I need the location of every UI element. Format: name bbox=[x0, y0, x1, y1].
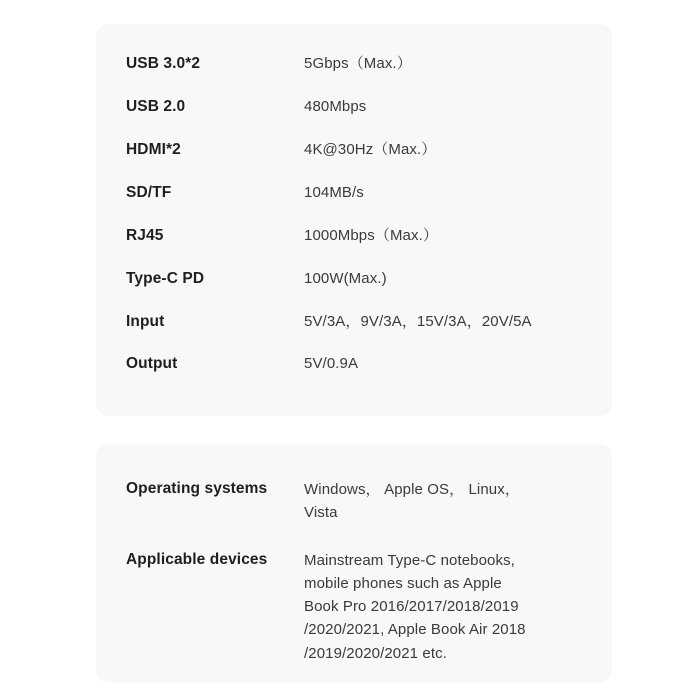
compat-value: Windows， Apple OS， Linux， Vista bbox=[304, 481, 520, 522]
compat-value: Mainstream Type-C notebooks, mobile phones such as Apple Book Pro 2016/2017/2018/2019 /2020/2021, Apple Book Air 2018 /2019/2020/2021 etc. bbox=[304, 551, 526, 662]
spec-row-usb30 bbox=[96, 54, 612, 75]
spec-value: 104MB/s bbox=[304, 183, 364, 201]
spec-label: Output bbox=[126, 355, 178, 373]
spec-row-usb20 bbox=[96, 97, 612, 118]
spec-row-sdtf bbox=[96, 183, 612, 204]
spec-label: SD/TF bbox=[126, 183, 172, 201]
spec-row-input bbox=[96, 312, 612, 333]
spec-value: 100W(Max.) bbox=[304, 269, 387, 287]
spec-label: HDMI*2 bbox=[126, 140, 181, 158]
spec-label: Type-C PD bbox=[126, 269, 205, 287]
spec-label: RJ45 bbox=[126, 226, 164, 244]
spec-label: USB 2.0 bbox=[126, 97, 186, 115]
compat-label: Applicable devices bbox=[126, 550, 268, 568]
spec-value: 5V/0.9A bbox=[304, 355, 359, 373]
spec-value: 1000Mbps（Max.） bbox=[304, 226, 438, 244]
spec-row-rj45 bbox=[96, 226, 612, 247]
spec-value: 480Mbps bbox=[304, 97, 367, 115]
specifications-card bbox=[96, 24, 612, 416]
compatibility-card bbox=[96, 444, 612, 682]
spec-value: 5V/3A，9V/3A，15V/3A，20V/5A bbox=[304, 312, 532, 330]
compat-row-applicable-devices bbox=[96, 549, 612, 665]
spec-value: 5Gbps（Max.） bbox=[304, 55, 412, 72]
spec-row-typec-pd bbox=[96, 269, 612, 290]
spec-row-hdmi bbox=[96, 140, 612, 161]
spec-row-output bbox=[96, 354, 612, 375]
spec-label: USB 3.0*2 bbox=[126, 55, 201, 72]
compat-label: Operating systems bbox=[126, 480, 268, 497]
spec-label: Input bbox=[126, 312, 165, 330]
compat-row-operating-systems bbox=[96, 478, 612, 525]
spec-value: 4K@30Hz（Max.） bbox=[304, 140, 437, 158]
